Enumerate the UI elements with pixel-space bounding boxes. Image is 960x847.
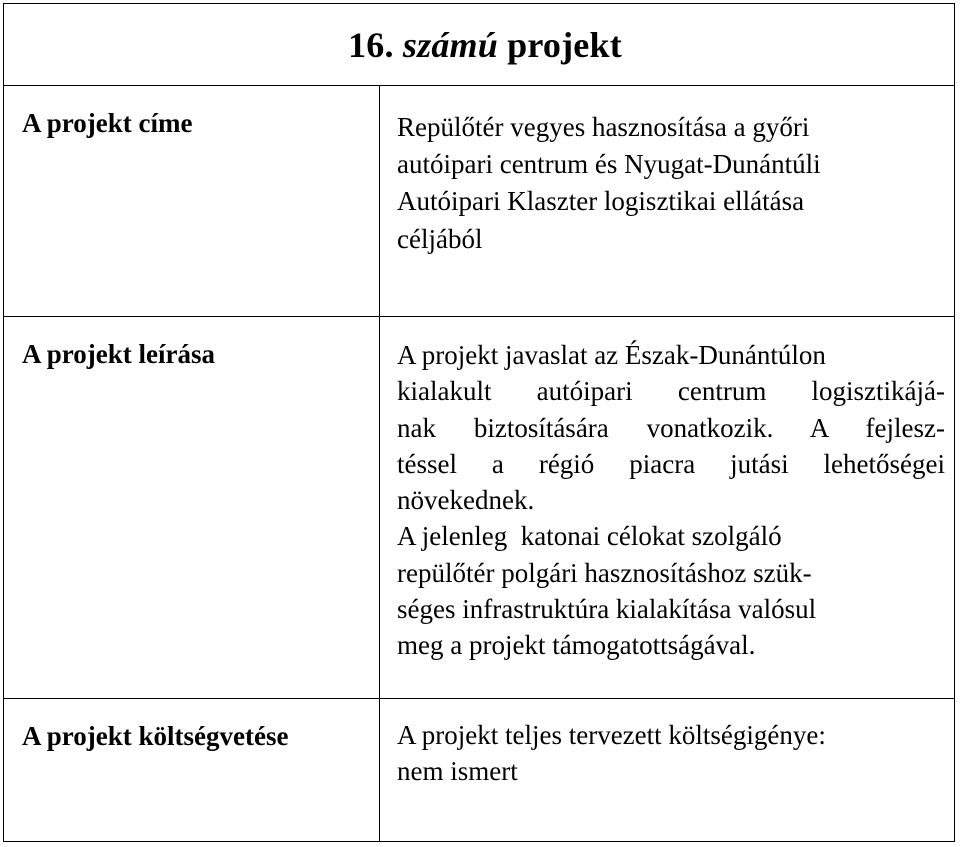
title-line: Autóipari Klaszter logisztikai ellátása [397,186,805,217]
value-project-description [397,337,945,664]
project-number-word: számú [402,24,498,65]
title-line: Repülőtér vegyes hasznosítása a győri [397,112,810,142]
value-project-budget [397,717,945,789]
description-line: A projekt javaslat az Észak-Dunántúlon [397,340,826,370]
project-number: 16. [348,24,394,65]
title-line: autóipari centrum és Nyugat-Dunántúli [397,149,821,180]
row-project-title [4,86,954,317]
row-project-budget [4,699,954,841]
title-line: céljából [397,223,483,254]
description-line: téssel a régió piacra jutási lehetőségei [397,448,945,479]
description-line: kialakult autóipari centrum logisztikájá- [397,376,945,407]
description-line: repülőtér polgári hasznosításhoz szük- [397,557,812,588]
label-project-title: A projekt címe [22,108,193,138]
project-sheet [3,3,955,842]
budget-line: A projekt teljes tervezett költségigénye: [397,720,826,750]
description-line: A jelenleg katonai célokat szolgáló [397,521,782,552]
value-project-title [397,109,945,258]
description-line: meg a projekt támogatottságával. [397,630,756,661]
row-project-description [4,317,954,699]
budget-value: nem ismert [397,756,518,786]
label-project-description: A projekt leírása [22,339,215,369]
description-line: növekednek. [397,485,535,516]
project-header [4,4,954,86]
project-title-heading [348,24,622,66]
description-line: séges infrastruktúra kialakítása valósul [397,594,817,625]
description-line: nak biztosítására vonatkozik. A fejlesz- [397,412,945,443]
project-word: projekt [507,24,622,65]
label-project-budget: A projekt költségvetése [22,721,289,751]
